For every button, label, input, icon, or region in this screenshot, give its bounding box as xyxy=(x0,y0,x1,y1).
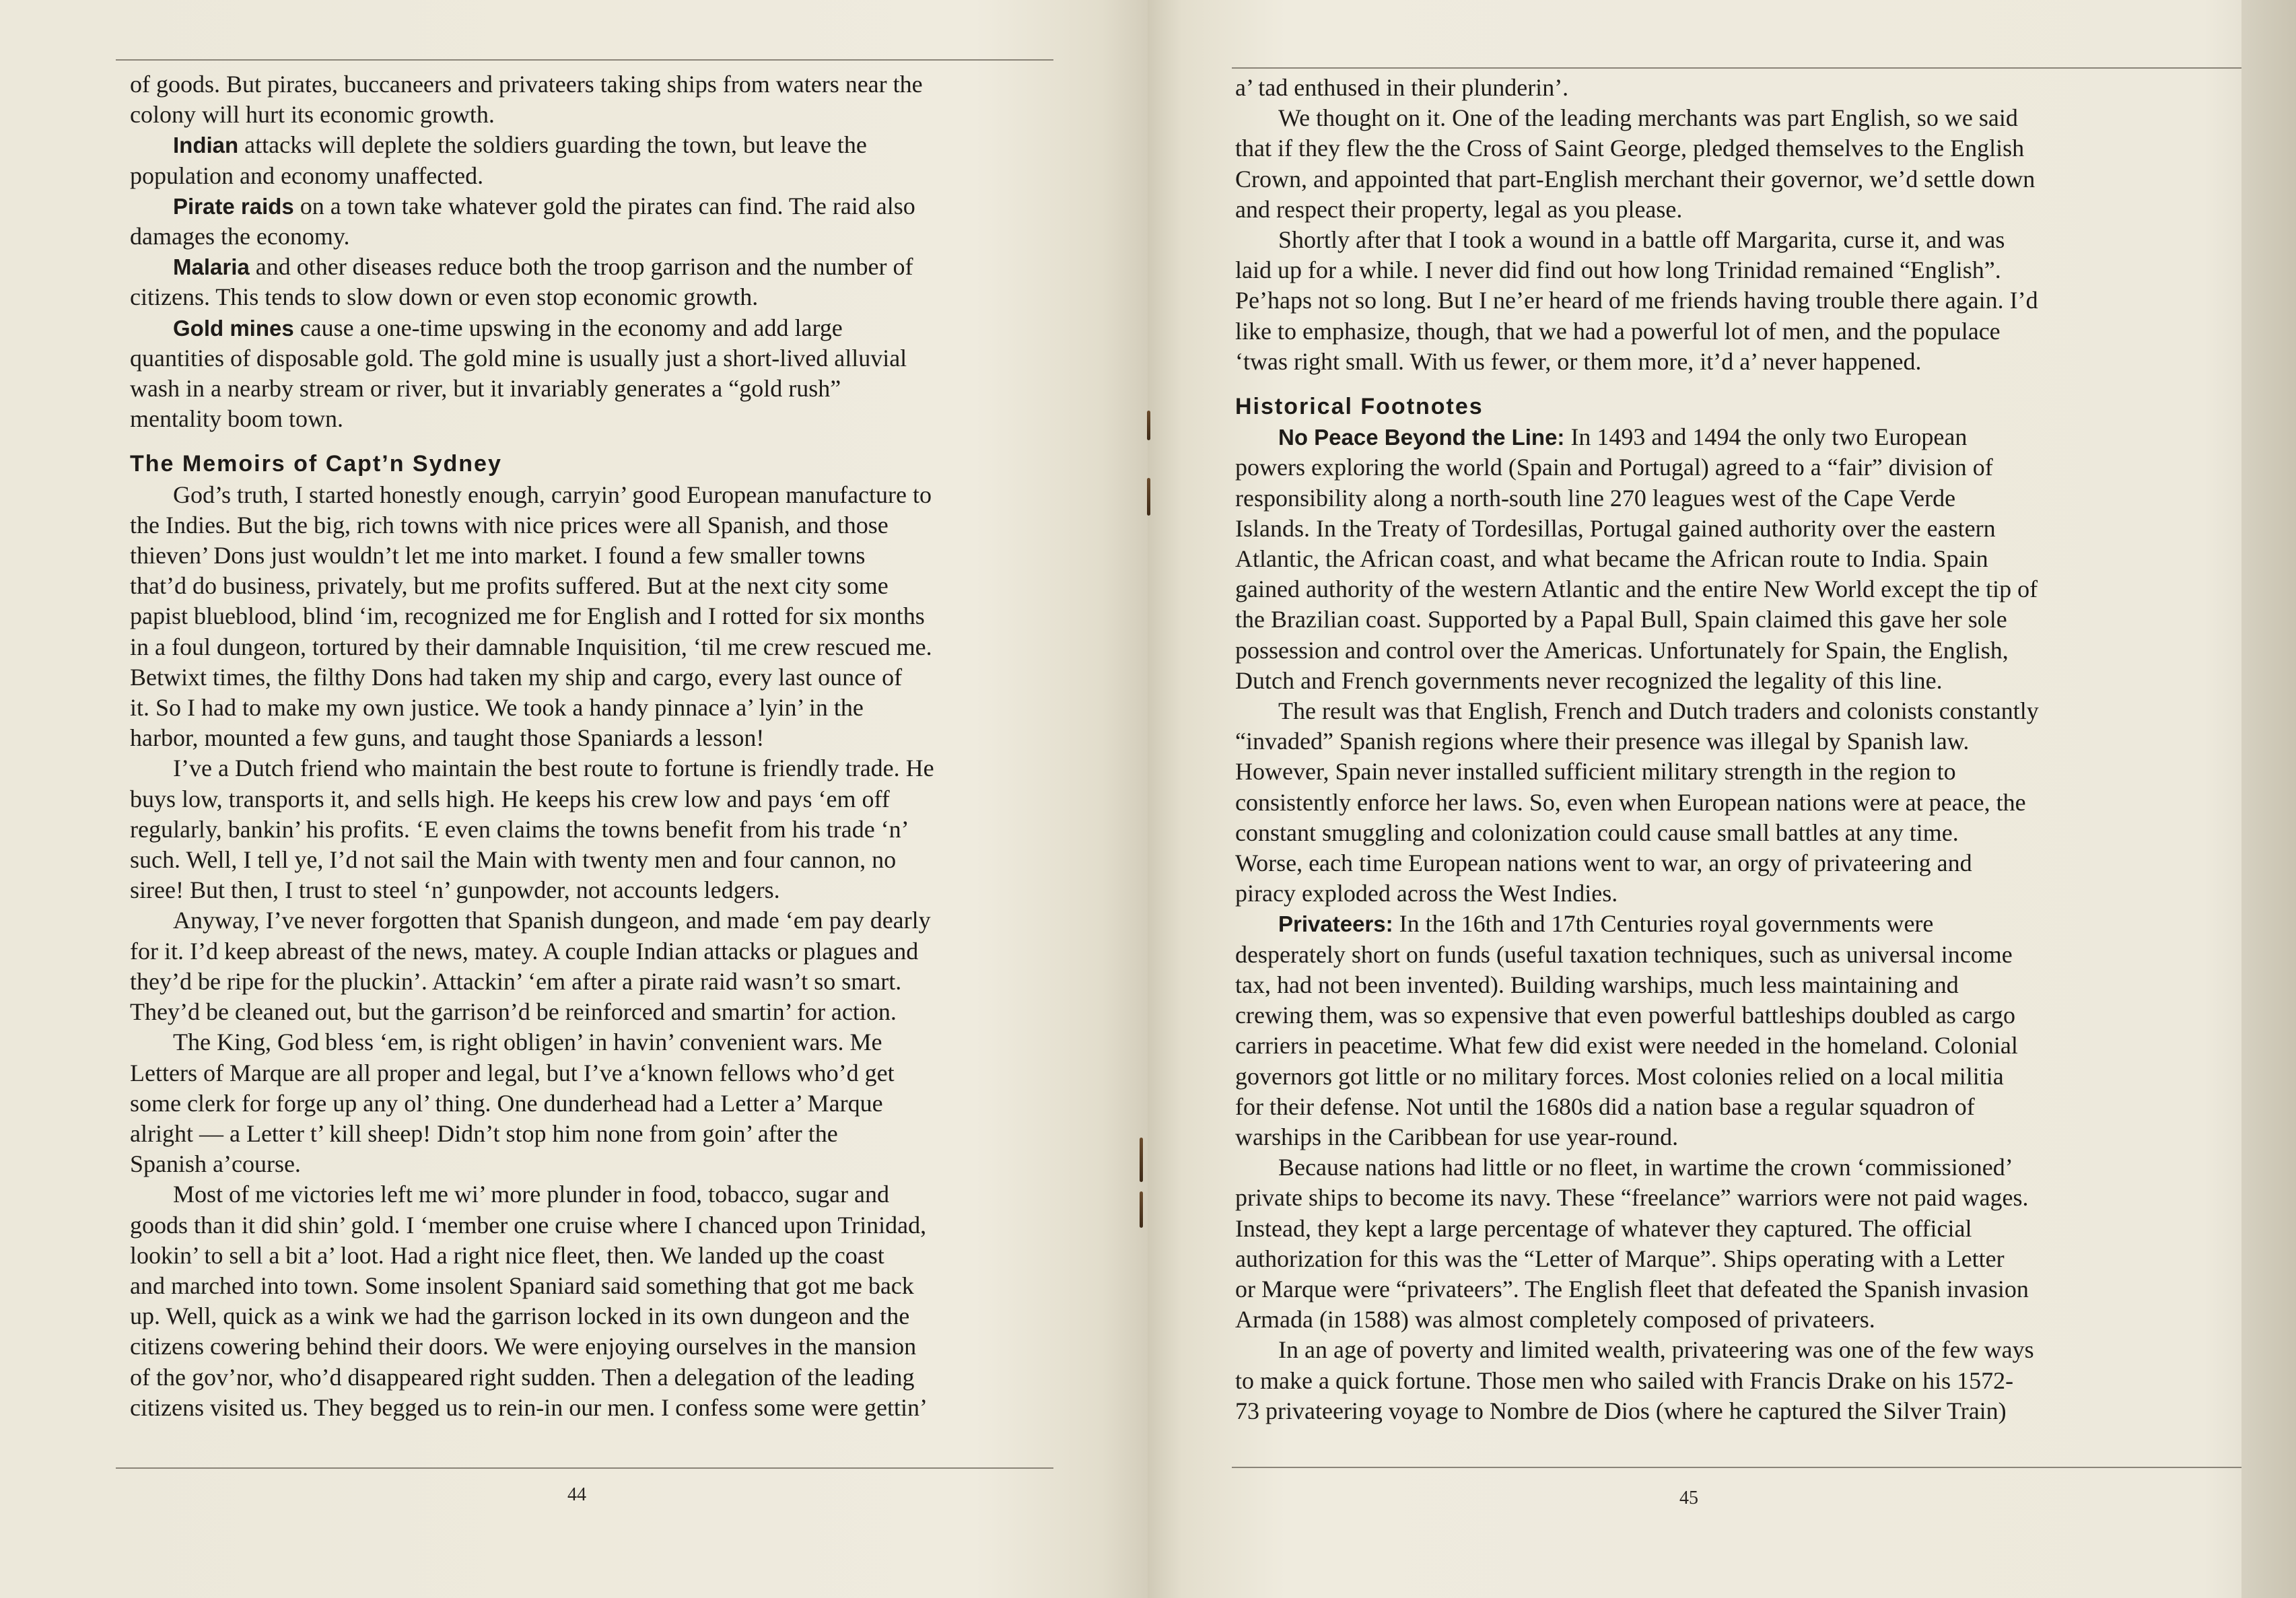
text-line: governors got little or no military forces. Most colonies relied on a local militia xyxy=(1235,1062,2004,1090)
text-line: goods than it did shin’ gold. I ‘member one cruise where I chanced upon Trinidad, xyxy=(130,1211,927,1239)
text-line: alright — a Letter t’ kill sheep! Didn’t stop him none from goin’ after the xyxy=(130,1119,838,1147)
text-line: damages the economy. xyxy=(130,223,350,250)
right-page-text xyxy=(1235,73,2245,1426)
text-line: a’ tad enthused in their plunderin’. xyxy=(1235,74,1569,101)
text-line: private ships to become its navy. These “freelance” warriors were not paid wages. xyxy=(1235,1184,2029,1212)
text-line: thieven’ Dons just wouldn’t let me into market. I found a few smaller towns xyxy=(130,542,866,569)
text-line: God’s truth, I started honestly enough, carryin’ good European manufacture to xyxy=(173,481,932,508)
text-line: siree! But then, I trust to steel ‘n’ gunpowder, not accounts ledgers. xyxy=(130,876,780,904)
text-line: of the gov’nor, who’d disappeared right sudden. Then a delegation of the leading xyxy=(130,1363,915,1391)
text-line: ‘twas right small. With us fewer, or them more, it’d a’ never happened. xyxy=(1235,347,1922,375)
text-line: possession and control over the Americas. Unfortunately for Spain, the English, xyxy=(1235,636,2009,664)
keyword-lead: Pirate raids xyxy=(173,193,294,219)
text-line: Because nations had little or no fleet, in wartime the crown ‘commissioned’ xyxy=(1278,1154,2013,1181)
text-line: powers exploring the world (Spain and Portugal) agreed to a “fair” division of xyxy=(1235,454,1993,481)
text-line: buys low, transports it, and sells high. He keeps his crew low and pays ‘em off xyxy=(130,785,890,812)
text-line: Shortly after that I took a wound in a battle off Margarita, curse it, and was xyxy=(1278,226,2005,254)
text-line: papist blueblood, blind ‘im, recognized me for English and I rotted for six months xyxy=(130,602,925,630)
text-line: carriers in peacetime. What few did exist were needed in the homeland. Colonial xyxy=(1235,1032,2018,1059)
keyword-lead: Gold mines xyxy=(173,315,294,341)
keyword-lead: Indian xyxy=(173,133,239,158)
text-line: mentality boom town. xyxy=(130,405,343,433)
keyword-lead: No Peace Beyond the Line: xyxy=(1278,425,1565,450)
text-line: regularly, bankin’ his profits. ‘E even claims the towns benefit from his trade ‘n’ xyxy=(130,815,909,843)
text-line: for it. I’d keep abreast of the news, matey. A couple Indian attacks or plagues and xyxy=(130,937,919,965)
text-line: citizens cowering behind their doors. We were enjoying ourselves in the mansion xyxy=(130,1333,917,1360)
text-line: citizens. This tends to slow down or even stop economic growth. xyxy=(130,283,759,311)
text-line: gained authority of the western Atlantic and the entire New World except the tip of xyxy=(1235,576,2038,603)
text-line: laid up for a while. I never did find out how long Trinidad remained “English”. xyxy=(1235,256,2001,284)
text-line: The result was that English, French and Dutch traders and colonists constantly xyxy=(1278,697,2039,725)
top-rule-left xyxy=(116,59,1053,61)
text-line: desperately short on funds (useful taxation techniques, such as universal income xyxy=(1235,940,2013,968)
text-line: The King, God bless ‘em, is right obligen’ in havin’ convenient wars. Me xyxy=(173,1029,882,1056)
text-line: Worse, each time European nations went to war, an orgy of privateering and xyxy=(1235,849,1972,877)
text-line: like to emphasize, though, that we had a powerful lot of men, and the populace xyxy=(1235,317,2001,345)
page-edge-shadow xyxy=(2241,0,2296,1598)
text-line: in a foul dungeon, tortured by their damnable Inquisition, ‘til me crew rescued me. xyxy=(130,633,932,660)
keyword-lead: Privateers: xyxy=(1278,911,1393,937)
text-line: Anyway, I’ve never forgotten that Spanish dungeon, and made ‘em pay dearly xyxy=(173,907,931,934)
text-line: authorization for this was the “Letter of Marque”. Ships operating with a Letter xyxy=(1235,1245,2005,1272)
text-line: harbor, mounted a few guns, and taught those Spaniards a lesson! xyxy=(130,724,765,752)
text-line: responsibility along a north-south line 270 leagues west of the Cape Verde xyxy=(1235,484,1956,512)
line-text: In the 16th and 17th Centuries royal governments were xyxy=(1393,910,1934,938)
text-line: or Marque were “privateers”. The English fleet that defeated the Spanish invasion xyxy=(1235,1275,2029,1302)
line-text: In 1493 and 1494 the only two European xyxy=(1564,423,1968,451)
binding-stitch xyxy=(1147,478,1150,516)
text-line: to make a quick fortune. Those men who sailed with Francis Drake on his 1572- xyxy=(1235,1366,2014,1394)
left-page-text xyxy=(130,69,1053,1423)
text-line: of goods. But pirates, buccaneers and privateers taking ships from waters near the xyxy=(130,71,923,98)
text-line: Spanish a’course. xyxy=(130,1150,301,1178)
text-line: They’d be cleaned out, but the garrison’d be reinforced and smartin’ for action. xyxy=(130,998,897,1026)
section-heading: The Memoirs of Capt’n Sydney xyxy=(130,451,502,477)
bottom-rule-left xyxy=(116,1467,1053,1469)
text-line: Letters of Marque are all proper and legal, but I’ve a‘known fellows who’d get xyxy=(130,1059,895,1086)
text-line: that if they flew the the Cross of Saint George, pledged themselves to the English xyxy=(1235,135,2025,162)
text-line: the Indies. But the big, rich towns with nice prices were all Spanish, and those xyxy=(130,511,889,539)
text-line: colony will hurt its economic growth. xyxy=(130,101,495,129)
text-line: Pe’haps not so long. But I ne’er heard of me friends having trouble there again. I’d xyxy=(1235,287,2038,314)
text-line: warships in the Caribbean for use year-round. xyxy=(1235,1123,1679,1150)
text-line: some clerk for forge up any ol’ thing. One dunderhead had a Letter a’ Marque xyxy=(130,1089,883,1117)
right-page xyxy=(1148,0,2296,1598)
text-line: wash in a nearby stream or river, but it invariably generates a “gold rush” xyxy=(130,375,841,403)
text-line xyxy=(1235,422,2245,452)
line-text: attacks will deplete the soldiers guarding the town, but leave the xyxy=(238,131,867,159)
text-line: Instead, they kept a large percentage of whatever they captured. The official xyxy=(1235,1214,1972,1242)
text-line: crewing them, was so expensive that even powerful battleships doubled as cargo xyxy=(1235,1002,2016,1029)
text-line: We thought on it. One of the leading merchants was part English, so we said xyxy=(1278,104,2018,132)
top-rule-right xyxy=(1232,67,2245,69)
text-line: Betwixt times, the filthy Dons had taken my ship and cargo, every last ounce of xyxy=(130,663,903,691)
keyword-lead: Malaria xyxy=(173,254,250,280)
text-line xyxy=(1235,909,2245,939)
text-line: up. Well, quick as a wink we had the garrison locked in its own dungeon and the xyxy=(130,1302,910,1330)
text-line: lookin’ to sell a bit a’ loot. Had a right nice fleet, then. We landed up the coast xyxy=(130,1241,884,1269)
text-line: the Brazilian coast. Supported by a Papal Bull, Spain claimed this gave her sole xyxy=(1235,606,2007,633)
text-line: Most of me victories left me wi’ more plunder in food, tobacco, sugar and xyxy=(173,1181,890,1208)
line-text: on a town take whatever gold the pirates can find. The raid also xyxy=(293,192,915,219)
text-line: and respect their property, legal as you please. xyxy=(1235,195,1683,223)
text-line: they’d be ripe for the pluckin’. Attackin’ ‘em after a pirate raid wasn’t so smart. xyxy=(130,967,902,995)
text-line: Atlantic, the African coast, and what became the African route to India. Spain xyxy=(1235,545,1988,573)
text-line: “invaded” Spanish regions where their presence was illegal by Spanish law. xyxy=(1235,728,1970,755)
text-line: consistently enforce her laws. So, even when European nations were at peace, the xyxy=(1235,788,2026,816)
text-line: piracy exploded across the West Indies. xyxy=(1235,880,1618,907)
line-text: and other diseases reduce both the troop garrison and the number of xyxy=(249,253,913,281)
text-line xyxy=(130,191,1053,221)
binding-stitch xyxy=(1140,1191,1143,1228)
text-line: Islands. In the Treaty of Tordesillas, Portugal gained authority over the eastern xyxy=(1235,514,1996,542)
binding-stitch xyxy=(1147,411,1150,440)
text-line: I’ve a Dutch friend who maintain the best route to fortune is friendly trade. He xyxy=(173,755,934,782)
text-line: 73 privateering voyage to Nombre de Dios (where he captured the Silver Train) xyxy=(1235,1397,2007,1424)
text-line: In an age of poverty and limited wealth, privateering was one of the few ways xyxy=(1278,1336,2034,1364)
page-number-right: 45 xyxy=(1679,1488,1698,1508)
text-line: citizens visited us. They begged us to rein-in our men. I confess some were gettin’ xyxy=(130,1393,928,1421)
line-text: cause a one-time upswing in the economy and add large xyxy=(293,314,843,341)
text-line: Dutch and French governments never recognized the legality of this line. xyxy=(1235,666,1943,694)
text-line: that’d do business, privately, but me profits suffered. But at the next city some xyxy=(130,572,889,600)
text-line: constant smuggling and colonization could cause small battles at any time. xyxy=(1235,819,1959,846)
text-line: population and economy unaffected. xyxy=(130,162,484,189)
bottom-rule-right xyxy=(1232,1467,2245,1468)
page-number-left: 44 xyxy=(567,1484,586,1505)
text-line: for their defense. Not until the 1680s did a nation base a regular squadron of xyxy=(1235,1092,1975,1120)
text-line: However, Spain never installed sufficient military strength in the region to xyxy=(1235,758,1956,786)
text-line: Crown, and appointed that part-English merchant their governor, we’d settle down xyxy=(1235,165,2036,193)
text-line xyxy=(130,252,1053,282)
text-line: Armada (in 1588) was almost completely composed of privateers. xyxy=(1235,1306,1875,1333)
text-line: and marched into town. Some insolent Spaniard said something that got me back xyxy=(130,1272,914,1299)
text-line xyxy=(130,313,1053,343)
text-line: it. So I had to make my own justice. We took a handy pinnace a’ lyin’ in the xyxy=(130,694,864,722)
text-line: quantities of disposable gold. The gold mine is usually just a short-lived alluvial xyxy=(130,344,907,372)
section-heading: Historical Footnotes xyxy=(1235,394,1484,420)
text-line: tax, had not been invented). Building warships, much less maintaining and xyxy=(1235,971,1959,998)
text-line: such. Well, I tell ye, I’d not sail the Main with twenty men and four cannon, no xyxy=(130,846,897,874)
binding-stitch xyxy=(1140,1138,1143,1182)
text-line xyxy=(130,130,1053,160)
